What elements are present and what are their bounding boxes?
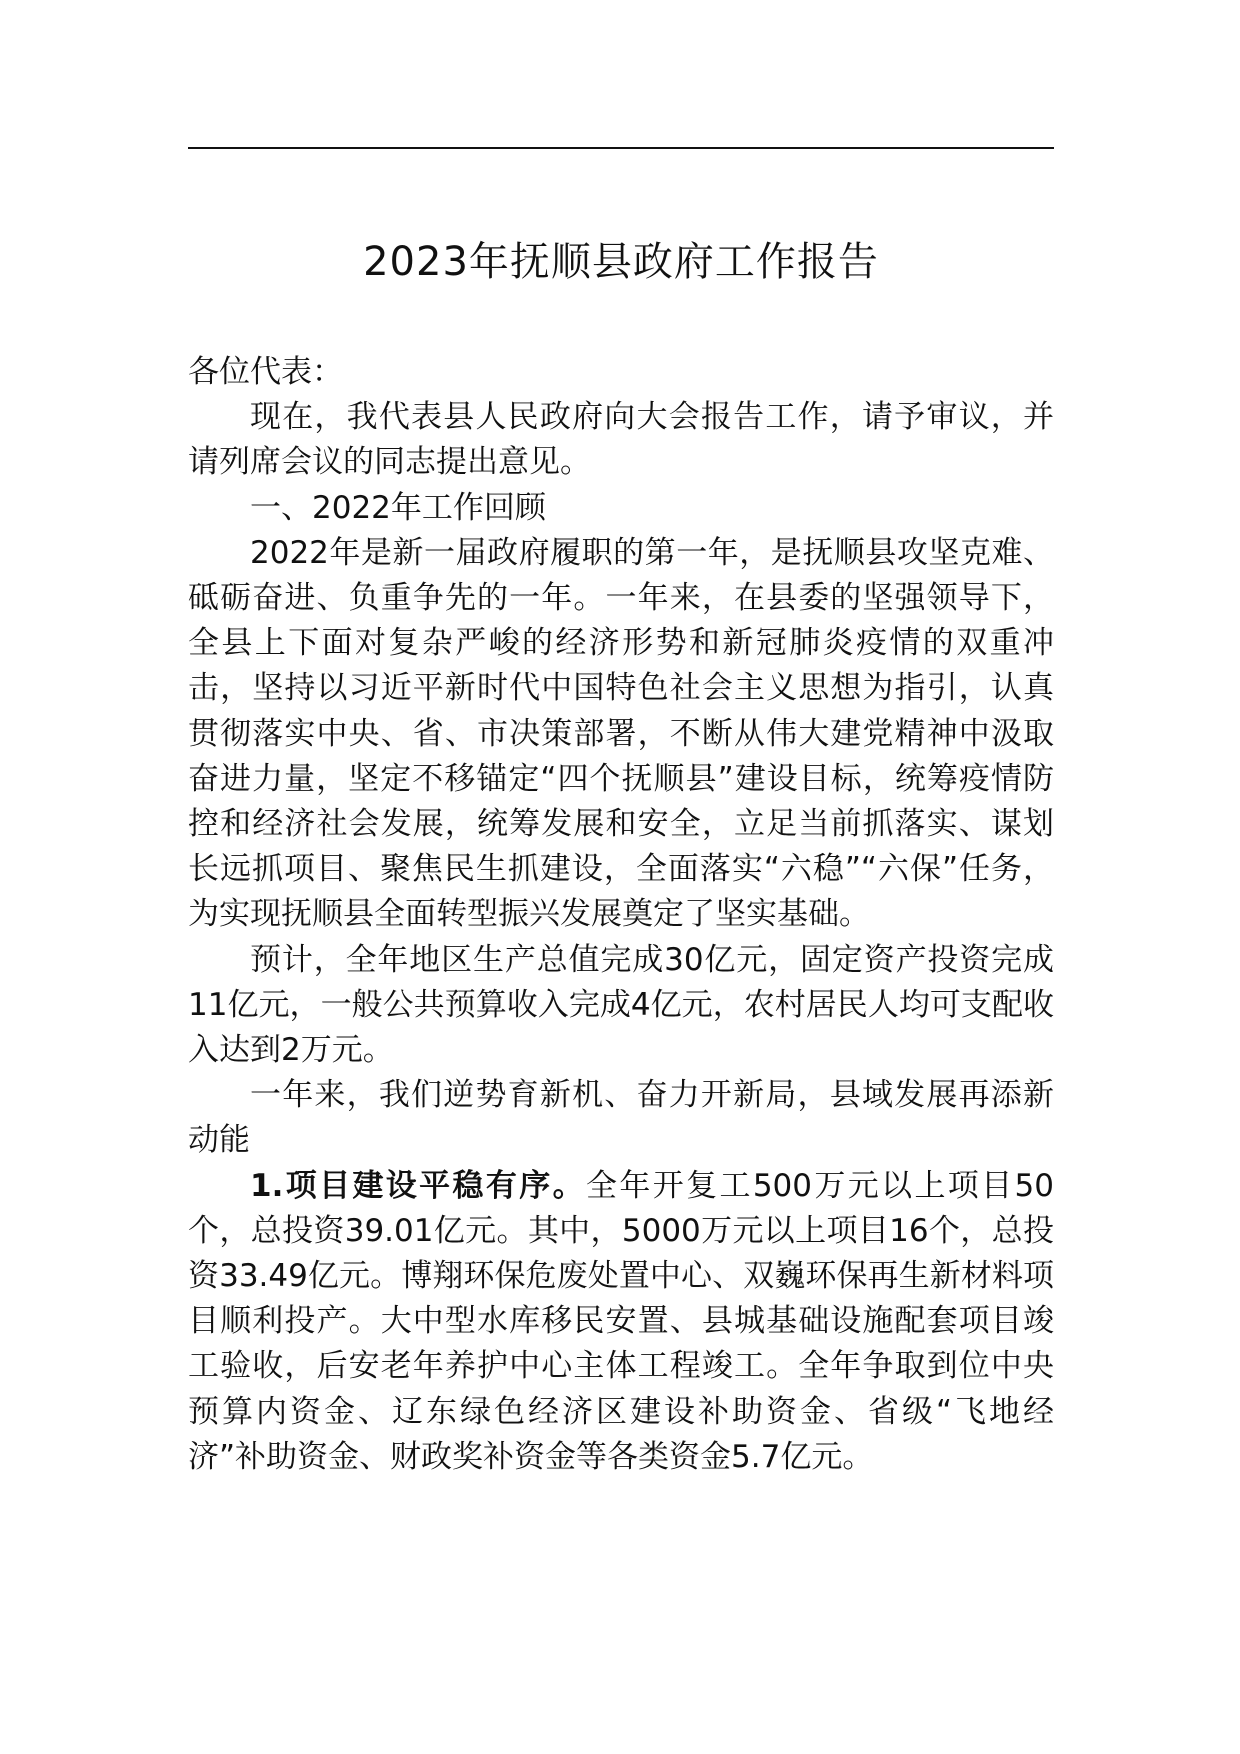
review-paragraph: 2022年是新一届政府履职的第一年，是抚顺县攻坚克难、砥砺奋进、负重争先的一年。一年来，在县委的坚强领导下，全县上下面对复杂严峻的经济形势和新冠肺炎疫情的双重冲击，坚持以习近平新时代中国特色社会主义思想为指引，认真贯彻落实中央、省、市决策部署，不断从伟大建党精神中汲取奋进力量，坚定不移锚定“四个抚顺县”建设目标，统筹疫情防控和经济社会发展，统筹发展和安全，立足当前抓落实、谋划长远抓项目、聚焦民生抓建设，全面落实“六稳”“六保”任务，为实现抚顺县全面转型振兴发展奠定了坚实基础。 <box>188 534 1054 933</box>
header-rule <box>188 147 1054 149</box>
item-lead-text: 1.项目建设平稳有序。 <box>250 1167 586 1204</box>
item-paragraph <box>188 1164 1054 1480</box>
estimate-paragraph: 预计，全年地区生产总值完成30亿元，固定资产投资完成11亿元，一般公共预算收入完成4亿元，农村居民人均可支配收入达到2万元。 <box>188 941 1054 1069</box>
opening-paragraph: 现在，我代表县人民政府向大会报告工作，请予审议，并请列席会议的同志提出意见。 <box>188 399 1054 481</box>
salutation: 各位代表： <box>188 354 343 390</box>
document-title: 2023年抚顺县政府工作报告 <box>363 239 879 285</box>
section-heading: 一、2022年工作回顾 <box>250 489 546 526</box>
document-body <box>188 350 1054 1480</box>
item-body-text: 全年开复工500万元以上项目50个，总投资39.01亿元。其中，5000万元以上项目16个，总投资33.49亿元。博翔环保危废处置中心、双巍环保再生新材料项目顺利投产。大中型水库移民安置、县城基础设施配套项目竣工验收，后安老年养护中心主体工程竣工。全年争取到位中央预算内资金、辽东绿色经济区建设补助资金、省级“飞地经济”补助资金、财政奖补资金等各类资金5.7亿元。 <box>188 1167 1054 1475</box>
year-summary-paragraph: 一年来，我们逆势育新机、奋力开新局，县域发展再添新动能 <box>188 1077 1054 1159</box>
